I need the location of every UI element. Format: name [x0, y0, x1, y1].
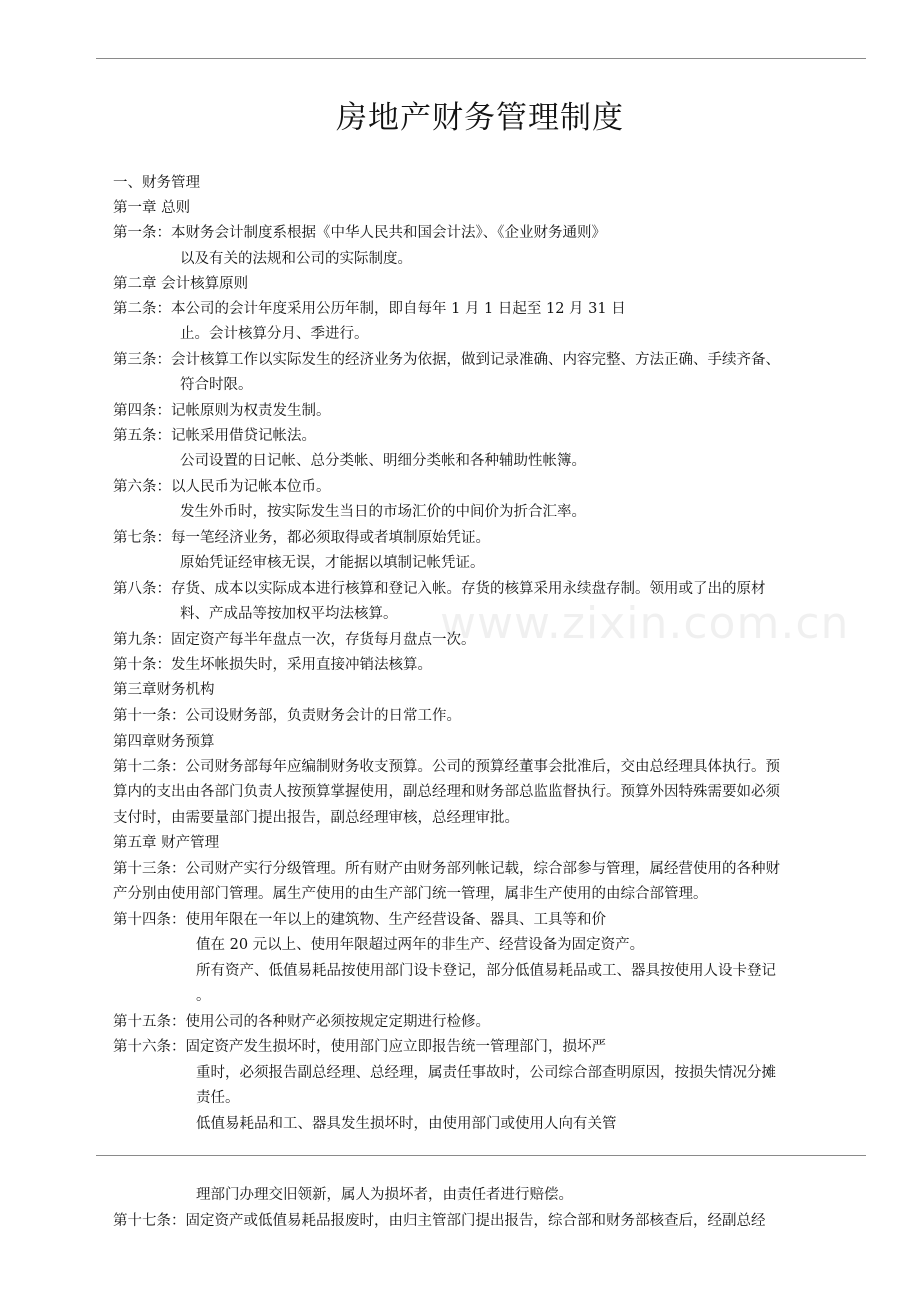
- body-line: 第十四条：使用年限在一年以上的建筑物、生产经营设备、器具、工具等和价: [113, 912, 606, 928]
- body-line: 第九条：固定资产每半年盘点一次，存货每月盘点一次。: [113, 632, 476, 648]
- body-line: 第三章财务机构: [113, 682, 215, 698]
- body-line: 支付时，由需要量部门提出报告，副总经理审核，总经理审批。: [113, 810, 519, 826]
- body-line: 重时，必须报告副总经理、总经理，属责任事故时，公司综合部查明原因，按损失情况分摊: [196, 1065, 776, 1081]
- body-line: 理部门办理交旧领新，属人为损坏者，由责任者进行赔偿。: [196, 1187, 573, 1203]
- document-title: 房地产财务管理制度: [336, 100, 624, 136]
- body-line: 第十七条：固定资产或低值易耗品报废时，由归主管部门提出报告，综合部和财务部核查后，经副总经: [113, 1213, 766, 1229]
- body-line: 责任。: [196, 1090, 240, 1106]
- body-line: 第五条：记帐采用借贷记帐法。: [113, 428, 316, 444]
- body-line: 第二章 会计核算原则: [113, 276, 249, 292]
- body-line: 发生外币时，按实际发生当日的市场汇价的中间价为折合汇率。: [180, 504, 586, 520]
- body-line: 止。会计核算分月、季进行。: [180, 326, 369, 342]
- page-break-rule: [96, 1155, 866, 1156]
- body-line: 第一章 总则: [113, 200, 191, 216]
- body-line: 第一条：本财务会计制度系根据《中华人民共和国会计法》、《企业财务通则》: [113, 225, 606, 241]
- body-line: 。: [196, 988, 211, 1004]
- body-line: 第四条：记帐原则为权责发生制。: [113, 403, 331, 419]
- body-line: 第十条：发生坏帐损失时，采用直接冲销法核算。: [113, 657, 432, 673]
- body-line: 第十一条：公司设财务部，负责财务会计的日常工作。: [113, 708, 461, 724]
- body-line: 所有资产、低值易耗品按使用部门设卡登记，部分低值易耗品或工、器具按使用人设卡登记: [196, 963, 776, 979]
- body-line: 第十五条：使用公司的各种财产必须按规定定期进行检修。: [113, 1014, 490, 1030]
- body-line: 第四章财务预算: [113, 734, 215, 750]
- body-line: 值在 20 元以上、使用年限超过两年的非生产、经营设备为固定资产。: [196, 937, 645, 953]
- body-line: 第六条：以人民币为记帐本位币。: [113, 479, 331, 495]
- body-line: 料、产成品等按加权平均法核算。: [180, 606, 398, 622]
- body-line: 第十六条：固定资产发生损坏时，使用部门应立即报告统一管理部门，损坏严: [113, 1039, 606, 1055]
- body-line: 产分别由使用部门管理。属生产使用的由生产部门统一管理，属非生产使用的由综合部管理。: [113, 886, 708, 902]
- body-line: 第二条：本公司的会计年度采用公历年制，即自每年 1 月 1 日起至 12 月 31 日: [113, 301, 626, 317]
- body-line: 第八条：存货、成本以实际成本进行核算和登记入帐。存货的核算采用永续盘存制。领用或了出的原材: [113, 581, 766, 597]
- page-top-rule: [96, 58, 866, 59]
- body-line: 第七条：每一笔经济业务，都必须取得或者填制原始凭证。: [113, 530, 490, 546]
- body-line: 一、财务管理: [113, 175, 200, 191]
- body-line: 低值易耗品和工、器具发生损坏时，由使用部门或使用人向有关管: [196, 1116, 617, 1132]
- watermark: www.zixin.com.cn: [440, 598, 850, 649]
- body-line: 第五章 财产管理: [113, 835, 220, 851]
- body-line: 公司设置的日记帐、总分类帐、明细分类帐和各种辅助性帐簿。: [180, 453, 586, 469]
- body-line: 第十二条：公司财务部每年应编制财务收支预算。公司的预算经董事会批准后，交由总经理具体执行。预: [113, 759, 780, 775]
- body-line: 第十三条：公司财产实行分级管理。所有财产由财务部列帐记载，综合部参与管理，属经营使用的各种财: [113, 861, 780, 877]
- body-line: 算内的支出由各部门负责人按预算掌握使用，副总经理和财务部总监监督执行。预算外因特殊需要如必须: [113, 784, 780, 800]
- body-line: 符合时限。: [180, 377, 253, 393]
- body-line: 第三条：会计核算工作以实际发生的经济业务为依据，做到记录准确、内容完整、方法正确、手续齐备、: [113, 352, 780, 368]
- body-line: 以及有关的法规和公司的实际制度。: [180, 251, 412, 267]
- body-line: 原始凭证经审核无误，才能据以填制记帐凭证。: [180, 555, 485, 571]
